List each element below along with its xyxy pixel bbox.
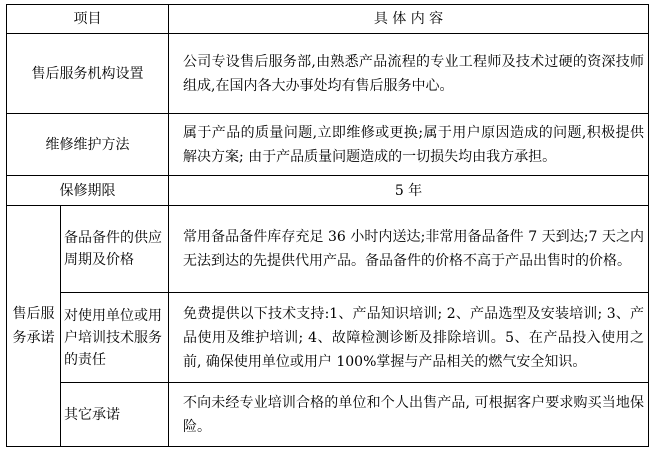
after-sales-table-container [6,4,648,447]
sub-label-training: 对使用单位或用户培训技术服务的责任 [61,293,169,383]
table-header-row [7,5,649,34]
group-label-after-sales-commitment: 售后服务承诺 [7,206,61,447]
row-content-maintenance: 属于产品的质量问题,立即维修或更换;属于用户原因造成的问题,积极提供解决方案; 由于产品质量问题造成的一切损失均由我方承担。 [169,114,649,176]
sub-content-spare-parts: 常用备品备件库存充足 36 小时内送达;非常用备品备件 7 天到达;7 天之内无法到达的先提供代用产品。备品备件的价格不高于产品出售时的价格。 [169,206,649,293]
row-label-warranty: 保修期限 [7,176,169,206]
row-content-warranty: 5 年 [169,176,649,206]
header-content-cell: 具 体 内 容 [169,5,649,34]
table-row [7,206,649,293]
row-label-maintenance: 维修维护方法 [7,114,169,176]
after-sales-service-table [6,4,649,447]
sub-content-other: 不向未经专业培训合格的单位和个人出售产品, 可根据客户要求购买当地保险。 [169,383,649,447]
table-row [7,34,649,114]
sub-content-training: 免费提供以下技术支持:1、产品知识培训; 2、产品选型及安装培训; 3、产品使用及维护培训; 4、故障检测诊断及排除培训。5、在产品投入使用之前, 确保使用单位或用户 100%掌握与产品相关的燃气安全知识。 [169,293,649,383]
sub-label-other: 其它承诺 [61,383,169,447]
table-row [7,293,649,383]
sub-label-spare-parts: 备品备件的供应周期及价格 [61,206,169,293]
row-content-service-org: 公司专设售后服务部,由熟悉产品流程的专业工程师及技术过硬的资深技师组成,在国内各大办事处均有售后服务中心。 [169,34,649,114]
table-row [7,176,649,206]
row-label-service-org: 售后服务机构设置 [7,34,169,114]
table-row [7,114,649,176]
header-item-cell: 项目 [7,5,169,34]
table-row [7,383,649,447]
